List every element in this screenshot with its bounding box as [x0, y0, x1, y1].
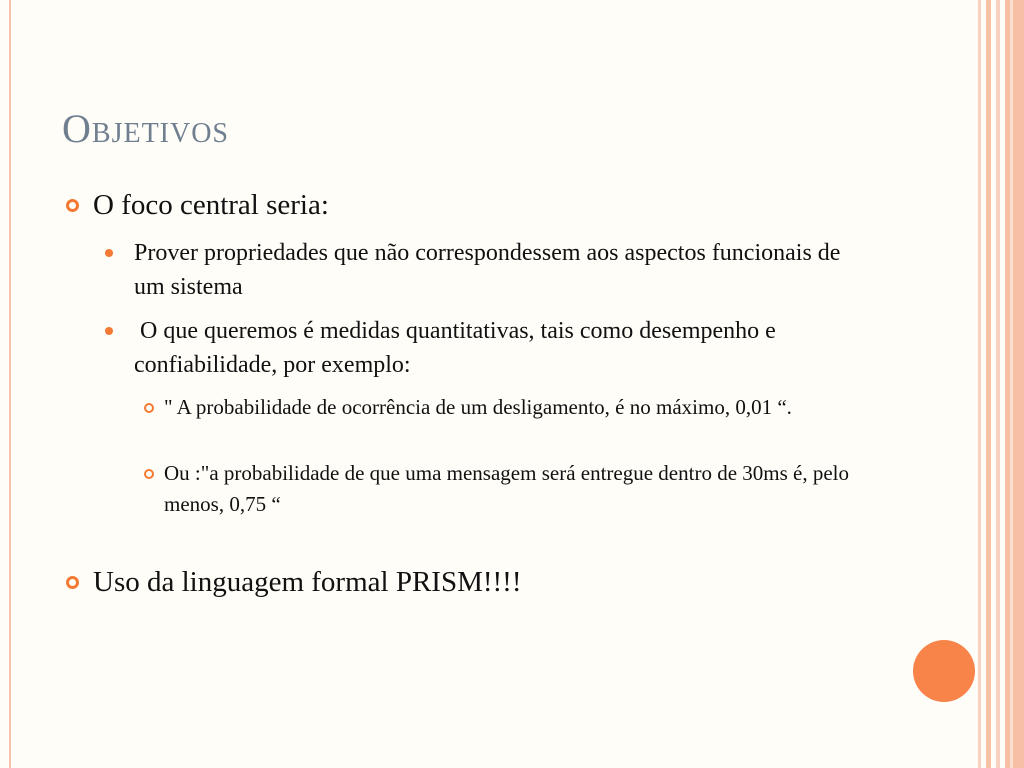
right-decor-stripe: [1010, 0, 1013, 768]
bullet-text: O foco central seria:: [93, 189, 329, 221]
bullet-item-level1: [66, 566, 522, 599]
ring-bullet-icon: [144, 403, 154, 413]
bullet-text: Ou :"a probabilidade de que uma mensagem será entregue dentro de 30ms é, pelo menos, 0,75 “: [164, 461, 850, 516]
ring-bullet-icon: [66, 576, 79, 589]
bullet-item-level3: [144, 392, 864, 454]
left-border-line: [9, 0, 11, 768]
right-decor-stripe: [996, 0, 1000, 768]
bullet-item-level2: [103, 314, 843, 382]
slide-title: Objetivos: [62, 106, 230, 151]
dot-bullet-icon: [105, 249, 113, 257]
bullet-item-level1: [66, 189, 329, 222]
decorative-orange-circle: [913, 640, 975, 702]
right-decor-stripe: [986, 0, 991, 768]
bullet-text: O que queremos é medidas quantitativas, tais como desempenho e confiabilidade, por exemplo:: [134, 318, 782, 378]
right-decor-stripe: [1005, 0, 1024, 768]
ring-bullet-icon: [144, 469, 154, 479]
dot-bullet-icon: [105, 327, 113, 335]
bullet-text: Uso da linguagem formal PRISM!!!!: [93, 566, 522, 598]
right-decor-stripe: [978, 0, 981, 768]
bullet-text: Prover propriedades que não correspondessem aos aspectos funcionais de um sistema: [134, 240, 841, 300]
bullet-item-level2: [103, 236, 843, 304]
bullet-text: " A probabilidade de ocorrência de um desligamento, é no máximo, 0,01 “.: [164, 395, 792, 419]
ring-bullet-icon: [66, 199, 79, 212]
bullet-item-level3: [144, 458, 864, 520]
